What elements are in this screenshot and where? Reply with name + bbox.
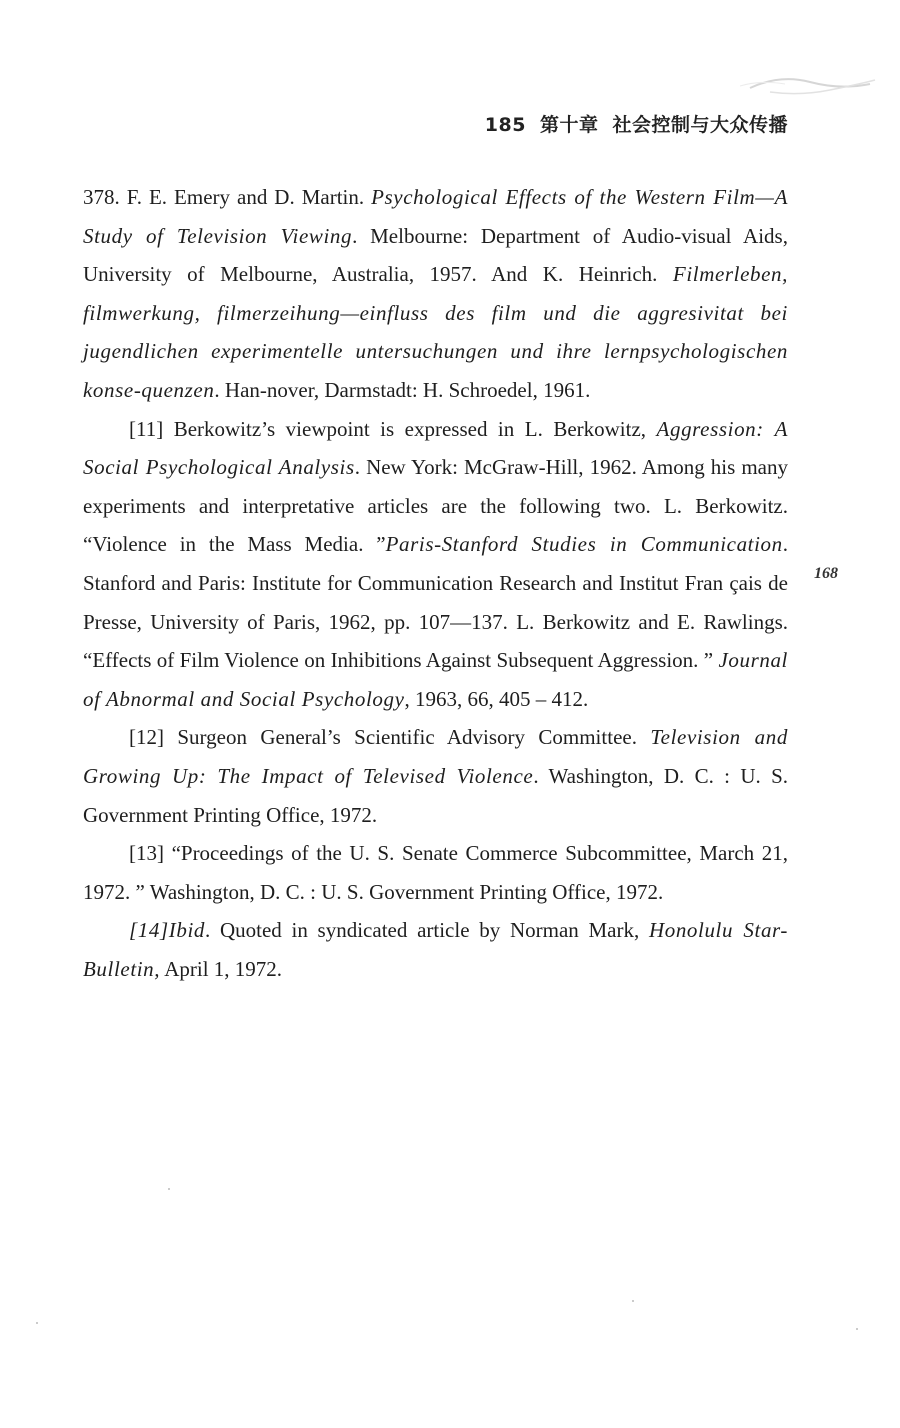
entry-title-italic: Paris-Stanford Studies in Communication	[385, 532, 783, 557]
paper-speck	[632, 1300, 634, 1302]
entry-title-italic: Honolulu Star-Bulletin,	[83, 918, 788, 981]
entry-text: . Melbourne: Department of Audio-visual Aids, University of Melbourne, Australia, 1957. And K. Heinrich.	[83, 223, 788, 287]
entry-text: 378. F. E. Emery and D. Martin.	[83, 185, 372, 209]
note-entry-14	[83, 911, 788, 988]
entry-text: . Quoted in syndicated article by Norman Mark,	[204, 918, 649, 943]
paper-speck	[36, 1322, 38, 1324]
decorative-wave-ornament	[740, 66, 880, 106]
note-entry-378	[83, 178, 788, 410]
margin-page-number: 168	[814, 565, 838, 582]
entry-title-italic: Television and Growing Up: The Impact of Televised Violence	[83, 725, 788, 788]
header-chapter: 第十章	[539, 114, 599, 136]
entry-text: April 1, 1972.	[160, 956, 283, 981]
entry-text: . Washington, D. C. : U. S. Government Printing Office, 1972.	[83, 763, 789, 827]
entry-text: , 1963, 66, 405 – 412.	[404, 686, 589, 711]
entry-text: . New York: McGraw-Hill, 1962. Among his many experiments and interpretative articles are the following two. L. Berkowitz. “Violence in the Mass Media. ”	[83, 455, 788, 557]
entry-title-italic: Psychological Effects of the Western Film—A Study of Television Viewing	[83, 185, 788, 248]
note-entry-13	[83, 834, 788, 911]
paper-speck	[856, 1328, 858, 1330]
entry-title-italic: [14]Ibid	[129, 918, 205, 943]
notes-body	[83, 178, 788, 988]
running-header	[485, 110, 788, 137]
paper-speck	[168, 1188, 170, 1190]
entry-text: . Han-nover, Darmstadt: H. Schroedel, 1961.	[214, 377, 591, 402]
entry-title-italic: Aggression: A Social Psychological Analysis	[83, 416, 788, 480]
entry-text: [11] Berkowitz’s viewpoint is expressed in L. Berkowitz,	[129, 416, 657, 441]
entry-title-italic: Journal of Abnormal and Social Psychology	[83, 648, 788, 711]
entry-text: [13] “Proceedings of the U. S. Senate Commerce Subcommittee, March 21, 1972. ” Washington, D. C. : U. S. Government Printing Office, 1972.	[83, 841, 788, 904]
entry-title-italic: Filmerleben, filmwerkung, filmerzeihung—einfluss des film und die aggresivitat bei jugendlichen experimentelle untersuchungen und ihre lernpsychologischen konse-quenzen	[83, 262, 788, 402]
note-entry-12	[83, 718, 788, 834]
header-page-number: 185	[484, 114, 526, 136]
note-entry-11	[83, 410, 788, 719]
entry-text: . Stanford and Paris: Institute for Communication Research and Institut Fran çais de Presse, University of Paris, 1962, pp. 107—137. L. Berkowitz and E. Rawlings. “Effects of Film Violence on Inhibitions Against Subsequent Aggression. ”	[83, 532, 788, 673]
header-chapter-title: 社会控制与大众传播	[612, 114, 788, 136]
entry-text: [12] Surgeon General’s Scientific Advisory Committee.	[129, 725, 651, 750]
